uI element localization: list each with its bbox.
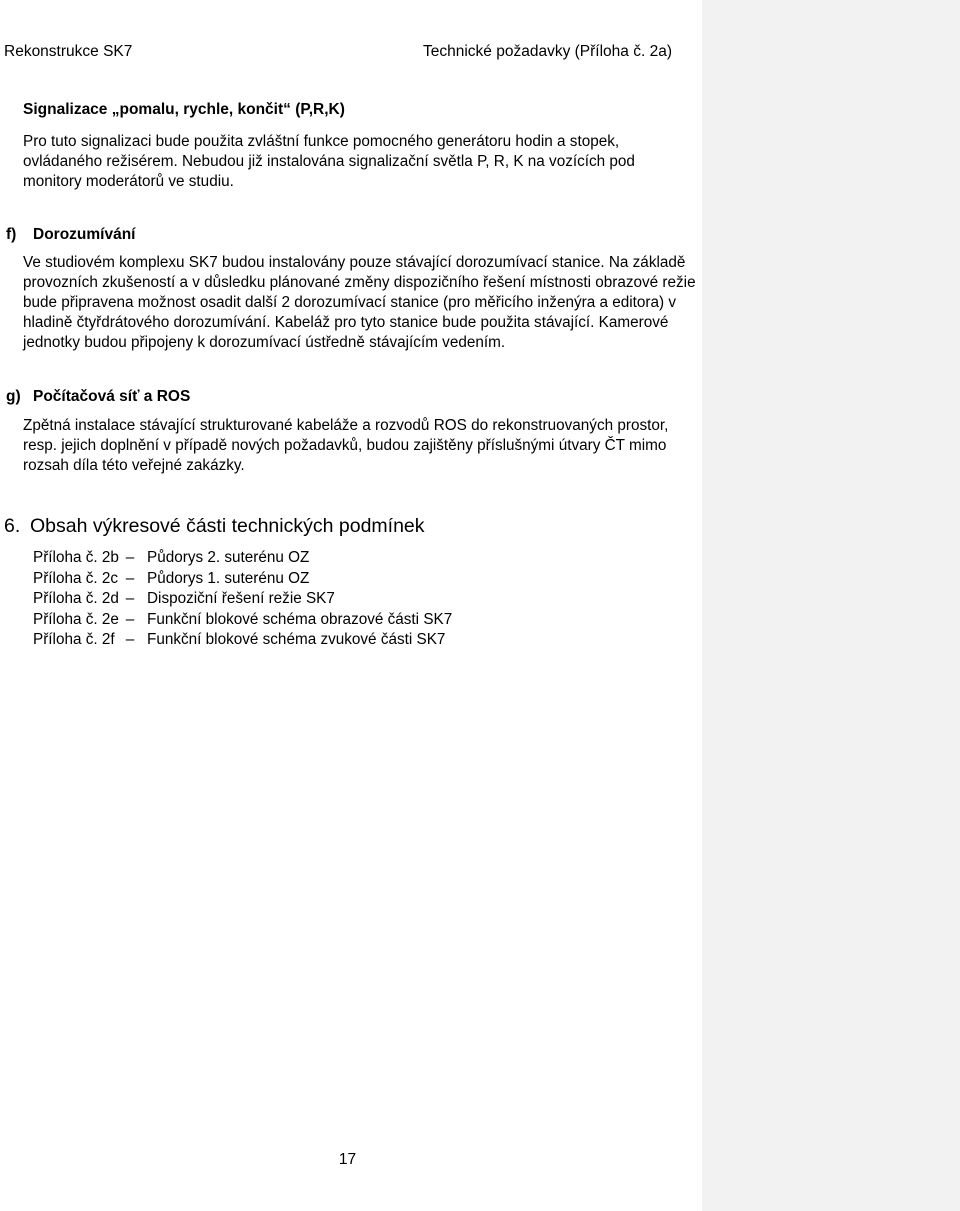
attachment-text: Půdorys 1. suterénu OZ [147, 569, 310, 587]
attachment-dash: – [125, 569, 135, 587]
attachment-list [33, 548, 452, 651]
attachment-ref: Příloha č. 2c [33, 569, 119, 587]
section-6-number: 6. [4, 515, 21, 537]
attachment-ref: Příloha č. 2e [33, 610, 119, 628]
section-6-heading [4, 515, 425, 538]
attachment-ref: Příloha č. 2d [33, 590, 119, 607]
section-f-letter: f) [6, 226, 17, 243]
section-6-title: Obsah výkresové části technických podmínek [30, 515, 425, 537]
list-item [33, 589, 452, 610]
attachment-ref: Příloha č. 2f [33, 631, 115, 648]
section-g-letter: g) [6, 388, 21, 405]
section-f-body: Ve studiovém komplexu SK7 budou instalovány pouze stávající dorozumívací stanice. Na základě provozních zkušeností a v důsledku plánované změny dispozičního řešení místnosti obrazové režie bude připravena možnost osadit další 2 dorozumívací stanice (pro měřicího inženýra a editora) v hladině čtyřdrátového dorozumívání. Kabeláž pro tyto stanice bude použita stávající. Kamerové jednotky budou připojeny k dorozumívací ústředně stávajícím vedením. [23, 254, 696, 351]
header-right: Technické požadavky (Příloha č. 2a) [423, 43, 672, 60]
section-g-body: Zpětná instalace stávající strukturované kabeláže a rozvodů ROS do rekonstruovaných prostor, resp. jejich doplnění v případě nových požadavků, budou zajištěny příslušnými útvary ČT mimo rozsah díla této veřejné zakázky. [23, 417, 669, 474]
attachment-dash: – [125, 631, 135, 648]
attachment-text: Půdorys 2. suterénu OZ [147, 549, 310, 566]
signalizace-title: Signalizace „pomalu, rychle, končit“ (P,R,K) [23, 101, 345, 118]
list-item [33, 610, 452, 631]
attachment-dash: – [125, 549, 135, 566]
attachment-ref: Příloha č. 2b [33, 549, 119, 566]
attachment-text: Funkční blokové schéma obrazové části SK7 [147, 610, 453, 628]
signalizace-body: Pro tuto signalizaci bude použita zvláštní funkce pomocného generátoru hodin a stopek, ovládaného režisérem. Nebudou již instalována signalizační světla P, R, K na vozících pod monitory moderátorů ve studiu. [23, 133, 635, 190]
section-f-heading [6, 226, 135, 244]
section-g-body-block [23, 416, 698, 476]
section-f-title: Dorozumívání [33, 226, 136, 243]
attachment-dash: – [125, 590, 135, 607]
comment-margin-pane [702, 0, 960, 1211]
page-number: 17 [338, 1151, 357, 1168]
signalizace-section [23, 100, 698, 192]
list-item [33, 548, 452, 569]
list-item [33, 569, 452, 590]
header-left: Rekonstrukce SK7 [4, 43, 133, 60]
attachment-dash: – [125, 610, 135, 628]
section-g-heading [6, 388, 190, 406]
attachment-text: Funkční blokové schéma zvukové části SK7 [147, 631, 446, 648]
section-f-body-block [23, 253, 698, 353]
section-g-title: Počítačová síť a ROS [33, 388, 191, 405]
attachment-text: Dispoziční řešení režie SK7 [147, 590, 335, 607]
list-item [33, 630, 452, 651]
